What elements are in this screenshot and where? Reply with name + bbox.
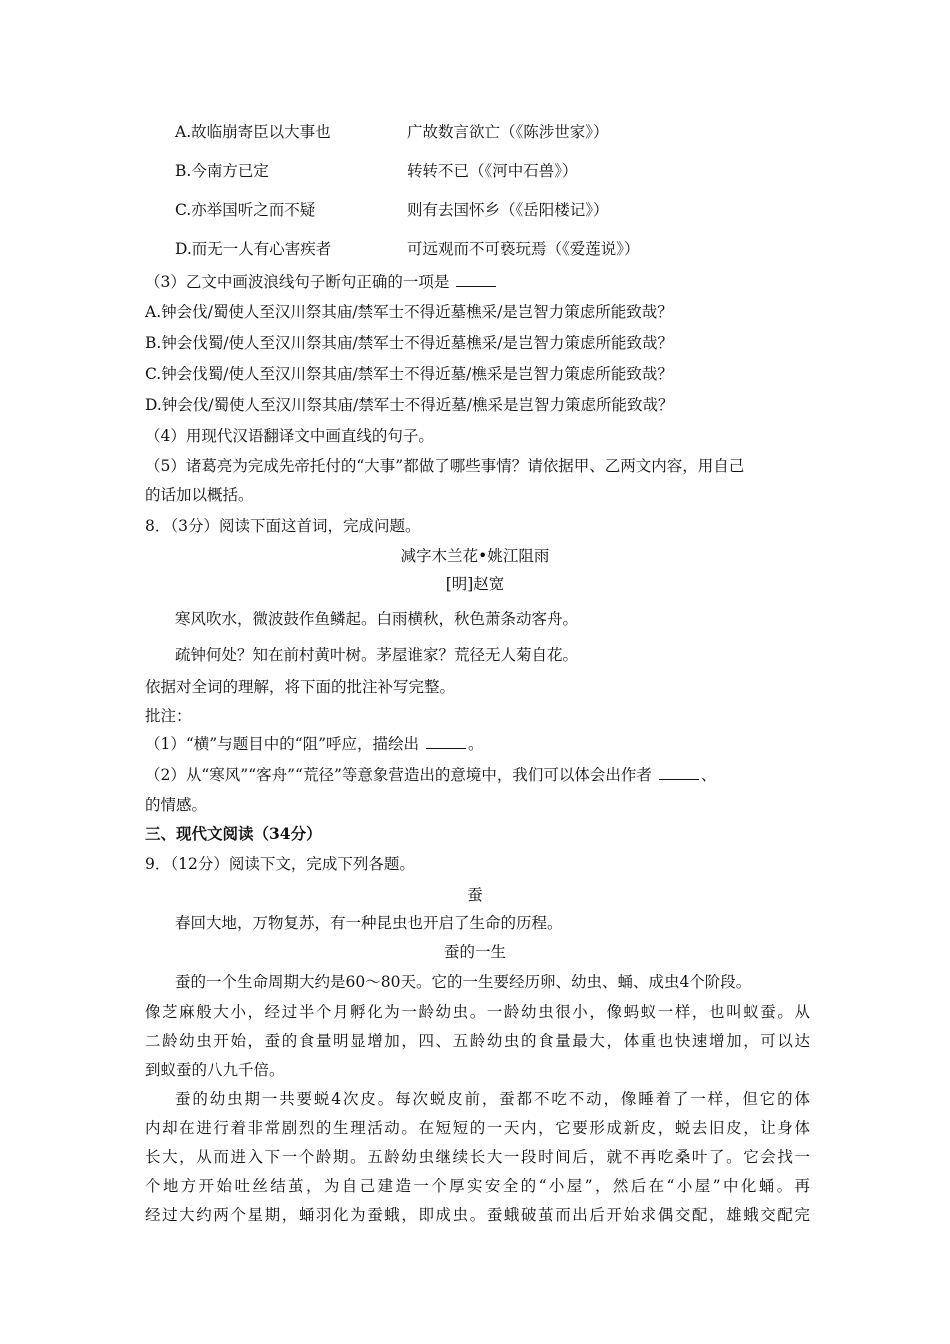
article-intro: 春回大地，万物复苏，有一种昆虫也开启了生命的历程。 bbox=[175, 914, 563, 932]
q7-5-line1: （5）诸葛亮为完成先帝托付的“大事”都做了哪些事情？请依据甲、乙两文内容，用自己 bbox=[145, 457, 745, 475]
article-subtitle: 蚕的一生 bbox=[443, 943, 506, 961]
q8-note-1 bbox=[145, 734, 810, 754]
answer-blank bbox=[659, 766, 699, 780]
q8-note-2 bbox=[145, 765, 810, 785]
para1-line2: 像芝麻般大小，经过半个月孵化为一龄幼虫。一龄幼虫很小，像蚂蚁一样，也叫蚁蚕。从 bbox=[145, 1003, 810, 1021]
q7-option-d-left: D.而无一人有心害疾者 bbox=[175, 240, 332, 258]
q8-note-1-text: （1）“横”与题目中的“阻”呼应，描绘出 bbox=[145, 735, 420, 753]
q7-3-stem bbox=[145, 272, 810, 292]
q9-stem: 9．（12分）阅读下文，完成下列各题。 bbox=[145, 855, 415, 873]
q7-3-stem-text: （3）乙文中画波浪线句子断句正确的一项是 bbox=[145, 273, 450, 291]
q8-note-2-sep: 、 bbox=[700, 766, 717, 784]
answer-blank bbox=[456, 273, 496, 287]
q7-option-c-left: C.亦举国听之而不疑 bbox=[175, 201, 316, 219]
section-heading: 三、现代文阅读（34分） bbox=[145, 824, 322, 843]
article-title: 蚕 bbox=[467, 886, 483, 904]
q7-4: （4）用现代汉语翻译文中画直线的句子。 bbox=[145, 427, 434, 445]
q7-3-option-b: B.钟会伐蜀/使人至汉川祭其庙/禁军士不得近墓樵采/是岂智力策虑所能致哉？ bbox=[145, 334, 673, 352]
q7-option-b-left: B.今南方已定 bbox=[175, 162, 269, 180]
q7-option-a-left: A.故临崩寄臣以大事也 bbox=[175, 123, 331, 141]
poem-title: 减字木兰花•姚江阻雨 bbox=[400, 547, 550, 565]
q8-instruction: 依据对全词的理解，将下面的批注补写完整。 bbox=[145, 678, 456, 696]
answer-blank bbox=[426, 735, 466, 749]
q7-option-c-right: 则有去国怀乡（《岳阳楼记》） bbox=[407, 201, 609, 219]
q7-option-d-right: 可远观而不可亵玩焉（《爱莲说》） bbox=[407, 240, 640, 258]
para2-line3: 长大，从而进入下一个龄期。五龄幼虫继续长大一段时间后，就不再吃桑叶了。它会找一 bbox=[145, 1148, 810, 1166]
para1-line3: 二龄幼虫开始，蚕的食量明显增加，四、五龄幼虫的食量最大，体重也快速增加，可以达 bbox=[145, 1032, 810, 1050]
para1-line1: 蚕的一个生命周期大约是60～80天。它的一生要经历卵、幼虫、蛹、成虫4个阶段。 bbox=[175, 973, 752, 991]
q8-note-1-end: 。 bbox=[468, 735, 484, 753]
para2-line5: 经过大约两个星期，蛹羽化为蚕蛾，即成虫。蚕蛾破茧而出后开始求偶交配，雄蛾交配完 bbox=[145, 1206, 810, 1224]
q8-note-2-text: （2）从“寒风”“客舟”“荒径”等意象营造出的意境中，我们可以体会出作者 bbox=[145, 766, 652, 784]
q8-note-label: 批注： bbox=[145, 707, 192, 725]
q7-3-option-c: C.钟会伐蜀/使人至汉川祭其庙/禁军士不得近墓/樵采是岂智力策虑所能致哉？ bbox=[145, 365, 673, 383]
para2-line2: 内却在进行着非常剧烈的生理活动。在短短的一天内，它要形成新皮，蜕去旧皮，让身体 bbox=[145, 1119, 810, 1137]
q7-3-option-d: D.钟会伐/蜀使人至汉川祭其庙/禁军士不得近墓/樵采是岂智力策虑所能致哉？ bbox=[145, 396, 674, 414]
q7-option-b-right: 转转不已（《河中石兽》） bbox=[407, 162, 578, 180]
q7-3-option-a: A.钟会伐/蜀使人至汉川祭其庙/禁军士不得近墓樵采/是岂智力策虑所能致哉？ bbox=[145, 303, 673, 321]
q7-5-line2: 的话加以概括。 bbox=[145, 486, 254, 504]
poem-line-2: 疏钟何处？知在前村黄叶树。茅屋谁家？荒径无人菊自花。 bbox=[175, 646, 579, 664]
q8-note-2-line2: 的情感。 bbox=[145, 796, 208, 814]
poem-author: [明]赵宽 bbox=[445, 575, 505, 593]
para2-line4: 个地方开始吐丝结茧，为自己建造一个厚实安全的“小屋”，然后在“小屋”中化蛹。再 bbox=[145, 1177, 810, 1195]
q8-stem: 8．（3分）阅读下面这首词，完成问题。 bbox=[145, 517, 421, 535]
q7-option-a-right: 广故数言欲亡（《陈涉世家》） bbox=[407, 123, 609, 141]
para2-line1: 蚕的幼虫期一共要蜕4次皮。每次蜕皮前，蚕都不吃不动，像睡着了一样，但它的体 bbox=[175, 1090, 810, 1108]
para1-line4: 到蚁蚕的八九千倍。 bbox=[145, 1061, 285, 1079]
poem-line-1: 寒风吹水，微波鼓作鱼鳞起。白雨横秋，秋色萧条动客舟。 bbox=[175, 610, 579, 628]
